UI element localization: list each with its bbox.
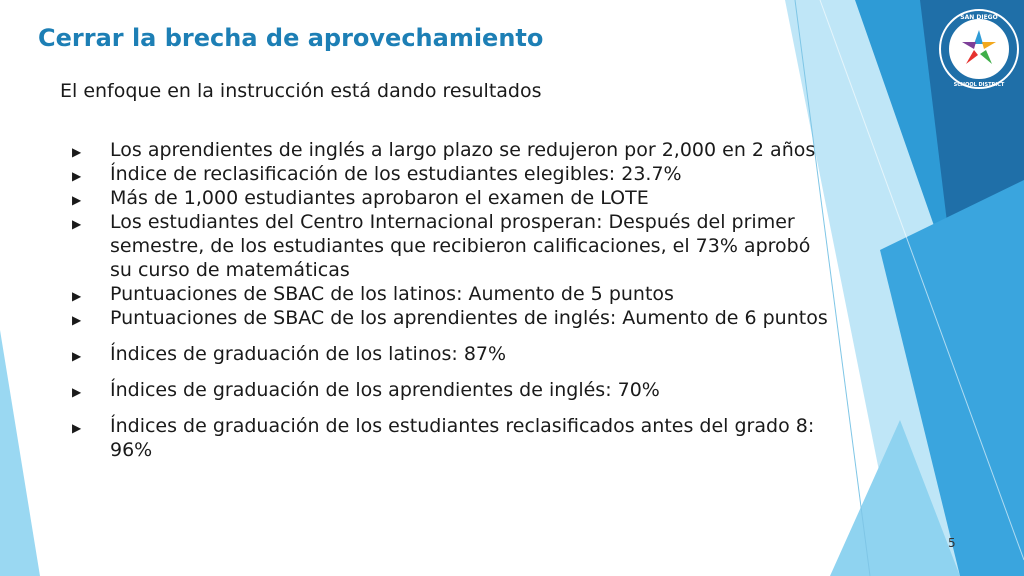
bullet-item: ▶ Índice de reclasificación de los estudiantes elegibles: 23.7% bbox=[72, 162, 832, 186]
bullet-item: ▶ Los estudiantes del Centro Internacional prosperan: Después del primer semestre, de los estudiantes que recibieron calificaciones, el 73% aprobó su curso de matemáticas bbox=[72, 211, 811, 281]
bullet-list bbox=[72, 138, 832, 462]
triangle-right-icon: ▶ bbox=[72, 289, 82, 303]
triangle-right-icon: ▶ bbox=[72, 145, 82, 159]
bullet-item: ▶ Puntuaciones de SBAC de los latinos: Aumento de 5 puntos bbox=[72, 282, 832, 306]
triangle-right-icon: ▶ bbox=[72, 193, 82, 207]
svg-text:SCHOOL DISTRICT: SCHOOL DISTRICT bbox=[953, 82, 1005, 88]
slide-title: Cerrar la brecha de aprovechamiento bbox=[38, 24, 544, 52]
triangle-right-icon: ▶ bbox=[72, 313, 82, 327]
svg-text:SAN DIEGO: SAN DIEGO bbox=[960, 14, 998, 21]
bullet-item: ▶ Puntuaciones de SBAC de los aprendientes de inglés: Aumento de 6 puntos bbox=[72, 306, 832, 330]
triangle-right-icon: ▶ bbox=[72, 421, 82, 435]
triangle-right-icon: ▶ bbox=[72, 385, 82, 399]
bullet-item: ▶ Índices de graduación de los aprendientes de inglés: 70% bbox=[72, 378, 832, 402]
slide-subtitle: El enfoque en la instrucción está dando resultados bbox=[60, 80, 542, 102]
triangle-right-icon: ▶ bbox=[72, 217, 82, 231]
bullet-item: ▶ Más de 1,000 estudiantes aprobaron el examen de LOTE bbox=[72, 186, 832, 210]
page-number: 5 bbox=[948, 536, 956, 550]
triangle-right-icon: ▶ bbox=[72, 349, 82, 363]
triangle-right-icon: ▶ bbox=[72, 169, 82, 183]
bullet-item: ▶ Índices de graduación de los estudiantes reclasificados antes del grado 8: 96% bbox=[72, 415, 815, 461]
district-seal-logo bbox=[936, 6, 1022, 92]
bullet-item: ▶ Los aprendientes de inglés a largo plazo se redujeron por 2,000 en 2 años bbox=[72, 138, 832, 162]
left-accent-shape bbox=[0, 330, 40, 576]
bullet-item: ▶ Índices de graduación de los latinos: 87% bbox=[72, 342, 832, 366]
